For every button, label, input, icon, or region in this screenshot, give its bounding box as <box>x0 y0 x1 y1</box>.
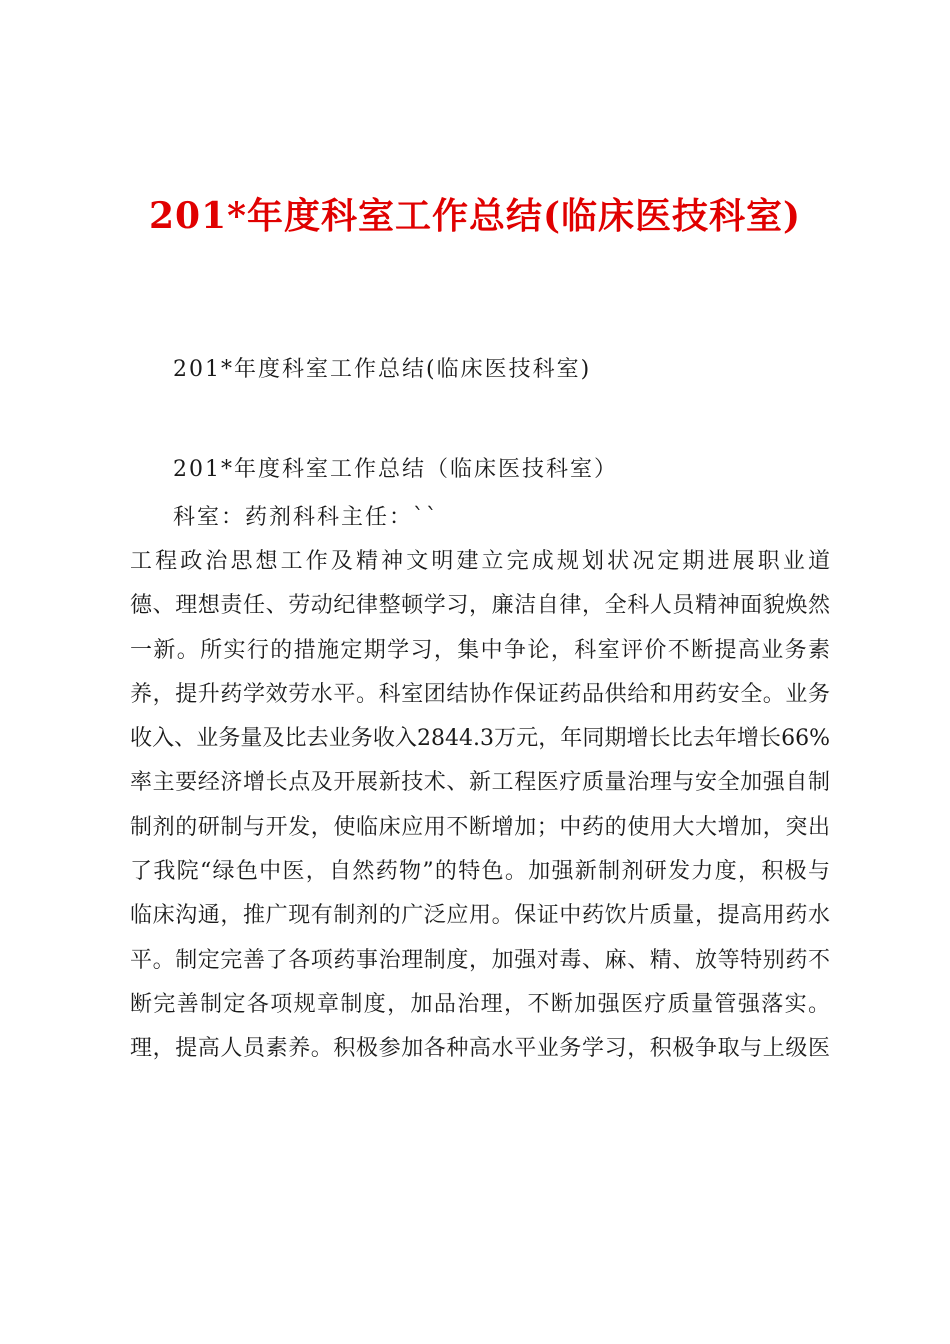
body-line: 德、理想责任、劳动纪律整顿学习，廉洁自律，全科人员精神面貌焕然 <box>130 593 830 619</box>
body-line: 断完善制定各项规章制度，加品治理，不断加强医疗质量管强落实。 <box>130 991 830 1017</box>
body-line: 了我院“绿色中医，自然药物”的特色。加强新制剂研发力度，积极与 <box>130 859 830 885</box>
body-line: 临床沟通，推广现有制剂的广泛应用。保证中药饮片质量，提高用药水 <box>130 903 830 929</box>
body-line: 养，提升药学效劳水平。科室团结协作保证药品供给和用药安全。业务 <box>130 681 830 707</box>
subtitle-line-2: 201*年度科室工作总结（临床医技科室） <box>173 457 618 482</box>
body-line: 一新。所实行的措施定期学习，集中争论，科室评价不断提高业务素 <box>130 637 830 663</box>
body-paragraph <box>130 540 830 1072</box>
body-line: 平。制定完善了各项药事治理制度，加强对毒、麻、精、放等特别药不 <box>130 947 830 973</box>
body-line: 工程政治思想工作及精神文明建立完成规划状况定期进展职业道 <box>130 549 830 574</box>
body-line: 率主要经济增长点及开展新技术、新工程医疗质量治理与安全加强自制 <box>130 770 830 796</box>
subtitle-line-1: 201*年度科室工作总结(临床医技科室) <box>173 357 592 382</box>
department-line: 科室：药剂科科主任：`` <box>173 505 440 530</box>
body-line: 制剂的研制与开发，使临床应用不断增加；中药的使用大大增加，突出 <box>130 814 830 840</box>
document-title: 201*年度科室工作总结(临床医技科室) <box>148 195 802 237</box>
body-line: 收入、业务量及比去业务收入2844.3万元，年同期增长比去年增长66% <box>130 726 830 752</box>
body-line: 理，提高人员素养。积极参加各种高水平业务学习，积极争取与上级医 <box>130 1036 830 1062</box>
